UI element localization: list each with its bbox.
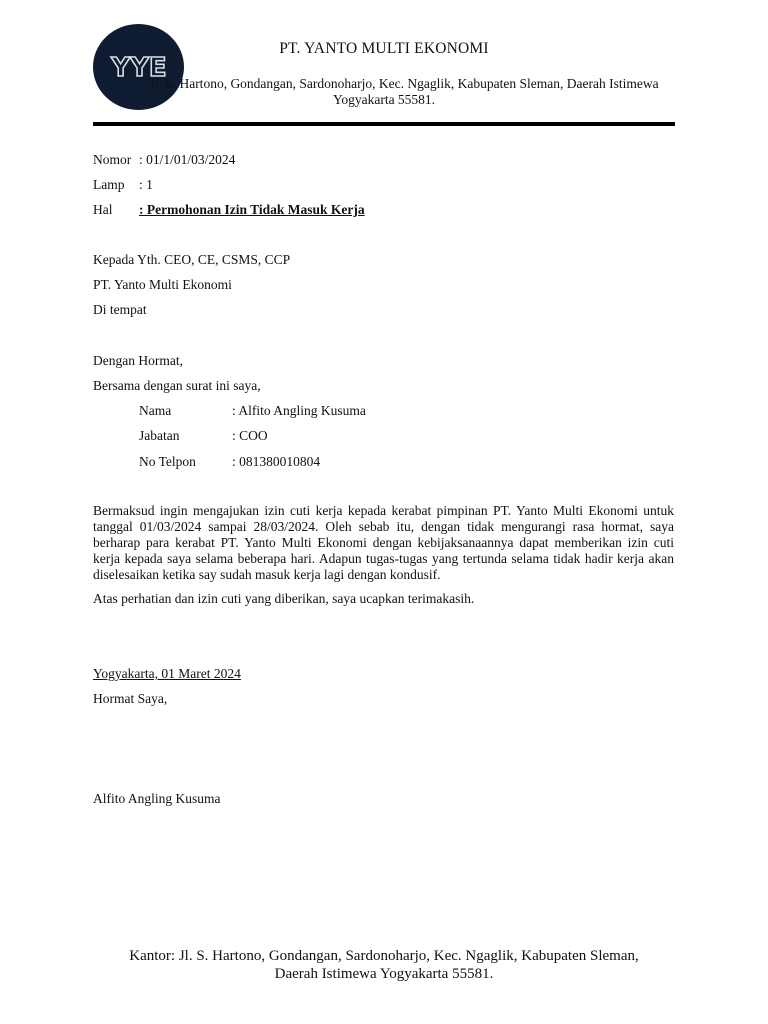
nomor-label: Nomor bbox=[93, 152, 132, 167]
header-divider bbox=[93, 122, 675, 126]
company-name: PT. YANTO MULTI EKONOMI bbox=[279, 40, 489, 57]
lamp-label: Lamp bbox=[93, 177, 125, 192]
recipient-line-3: Di tempat bbox=[93, 302, 147, 317]
footer-line-2: Daerah Istimewa Yogyakarta 55581. bbox=[274, 966, 494, 982]
address-line-2: Yogyakarta 55581. bbox=[332, 92, 436, 107]
identity-row-phone bbox=[139, 454, 320, 470]
closing-sentence: Atas perhatian dan izin cuti yang diberikan, saya ucapkan terimakasih. bbox=[93, 591, 475, 606]
identity-value: : COO bbox=[232, 428, 268, 443]
address-line-1: Jl. S. Hartono, Gondangan, Sardonoharjo, Kec. Ngaglik, Kabupaten Sleman, Daerah Istimewa bbox=[149, 76, 659, 91]
identity-row-position bbox=[139, 428, 268, 444]
identity-label: No Telpon bbox=[139, 454, 196, 469]
hal-label: Hal bbox=[93, 202, 113, 217]
footer-address bbox=[93, 947, 675, 983]
company-address bbox=[93, 76, 675, 108]
identity-value: : 081380010804 bbox=[232, 454, 321, 469]
subject-value: : Permohonan Izin Tidak Masuk Kerja bbox=[139, 202, 365, 217]
intro-sentence: Bersama dengan surat ini saya, bbox=[93, 378, 261, 393]
identity-label: Nama bbox=[139, 403, 172, 418]
recipient-line-2: PT. Yanto Multi Ekonomi bbox=[93, 277, 232, 292]
nomor-value: : 01/1/01/03/2024 bbox=[139, 152, 236, 167]
meta-nomor bbox=[93, 152, 235, 168]
place-date: Yogyakarta, 01 Maret 2024 bbox=[93, 666, 241, 681]
identity-label: Jabatan bbox=[139, 428, 180, 443]
identity-row-name bbox=[139, 403, 366, 419]
lamp-value: : 1 bbox=[139, 177, 153, 192]
footer-line-1: Kantor: Jl. S. Hartono, Gondangan, Sardonoharjo, Kec. Ngaglik, Kabupaten Sleman, bbox=[129, 948, 639, 964]
salutation: Hormat Saya, bbox=[93, 691, 168, 706]
meta-lamp bbox=[93, 177, 153, 193]
meta-hal bbox=[93, 202, 365, 218]
body-paragraph: Bermaksud ingin mengajukan izin cuti kerja kepada kerabat pimpinan PT. Yanto Multi Ekonomi untuk tanggal 01/03/2024 sampai 28/03/2024. Oleh sebab itu, dengan tidak mengurangi rasa hormat, saya berharap para kerabat PT. Yanto Multi Ekonomi dengan kebijaksanaannya dapat memberikan izin cuti kerja kepada saya selama beberapa hari. Adapun tugas-tugas yang tertunda selama tidak hadir kerja akan diselesaikan ketika say sudah masuk kerja lagi dengan kondusif. bbox=[93, 503, 674, 582]
greeting: Dengan Hormat, bbox=[93, 353, 183, 368]
identity-value: : Alfito Angling Kusuma bbox=[232, 403, 366, 418]
logo-lettering: YYE bbox=[111, 53, 167, 83]
signer-name: Alfito Angling Kusuma bbox=[93, 791, 221, 806]
recipient-line-1: Kepada Yth. CEO, CE, CSMS, CCP bbox=[93, 252, 291, 267]
